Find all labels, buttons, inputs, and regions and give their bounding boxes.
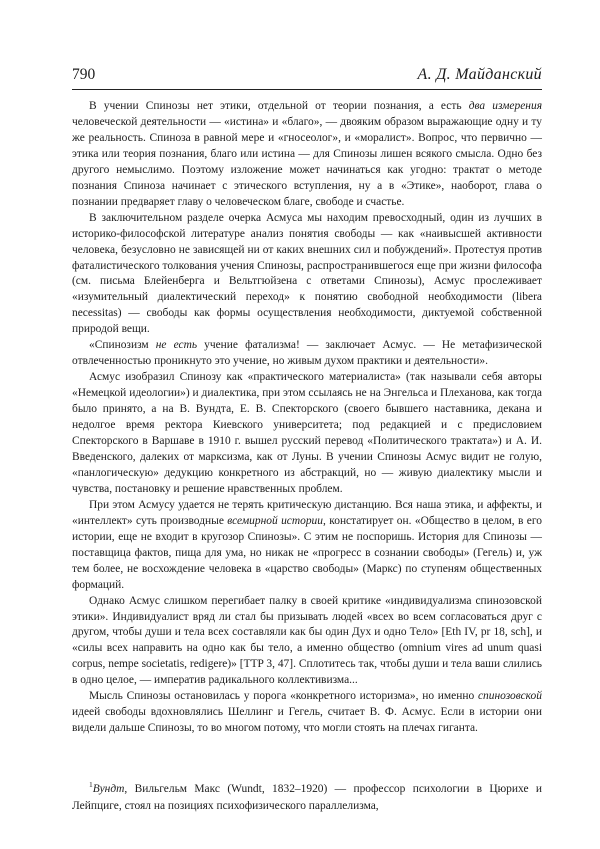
header-rule [72, 89, 542, 90]
italic-emphasis: спинозовской [477, 690, 542, 703]
page-number: 790 [72, 66, 96, 83]
paragraph [72, 338, 542, 370]
footnote-text [72, 781, 542, 814]
italic-emphasis: не есть [155, 339, 198, 352]
paragraph-text: Однако Асмус слишком перегибает палку в своей критике «индивидуализма спинозовской этики». Индивидуалист вряд ли стал бы призывать людей «всех во всем согласоваться друг с другом, чтобы души и тела всех составляли как бы один Дух и одно Тело» [Eth IV, pr 18, sch], и «силы всех направить на одно как бы тело, а именно общество (omnium vires ad unum quasi corpus, nempe societatis, redigere)» [TTP 3, 47]. Сплотитесь так, чтобы души и тела ваши слились в одно целое, — императив радикального коллективизма... [72, 594, 542, 687]
paragraph-text: учение фатализма! — заключает Асмус. — Не метафизической отвлеченностью проникнуто это учение, но живым духом практики и деятельности». [72, 339, 542, 368]
paragraph [72, 211, 542, 339]
paragraph-text: При этом Асмусу удается не терять критическую дистанцию. Вся наша этика, и аффекты, и «интеллект» суть производные [72, 498, 542, 527]
main-text [72, 99, 542, 737]
footnote-name: Вундт [92, 783, 125, 795]
running-header [72, 66, 542, 86]
footnote-mark: 1 [89, 780, 93, 790]
paragraph [72, 370, 542, 498]
footnote [72, 781, 542, 814]
footnote-body: , Вильгельм Макс (Wundt, 1832–1920) — профессор психологии в Цюрихе и Лейпциге, стоял на позициях психофизического параллелизма, [72, 783, 542, 812]
paragraph-text: , констатирует он. «Общество в целом, в его истории, еще не входит в кругозор Спинозы». С этим не поспоришь. История для Спинозы — поставщица фактов, пища для ума, но никак не «прогресс в сознании свободы» (Гегель) и, уж тем более, не восхождение человека в «царство свободы» (Маркс) по ступеням общественных формаций. [72, 514, 542, 591]
paragraph-text: идеей свободы вдохновлялись Шеллинг и Гегель, считает В. Ф. Асмус. Если в истории они видели дальше Спинозы, то во многом потому, что могли стоять на плечах гиганта. [72, 706, 542, 735]
paragraph-text: В учении Спинозы нет этики, отдельной от теории познания, а есть [89, 100, 469, 112]
paragraph-text: В заключительном разделе очерка Асмуса мы находим превосходный, один из лучших в историко-философской литературе анализ понятия свободы — как «наивысшей активности человека, безусловно не зависящей ни от каких внешних сил и побуждений». Протестуя против фаталистического толкования учения Спинозы, распространившегося еще при жизни философа (см. письма Блейенберга и Вельтгюйзена с ответами Спинозы), Асмус прослеживает «изумительный диалектический переход» к понятию свободной необходимости (libera necessitas) — свободы как формы осуществления необходимости, диктуемой собственной природой вещи. [72, 211, 542, 336]
paragraph [72, 594, 542, 690]
paragraph-text: Мысль Спинозы остановилась у порога «конкретного историзма», но именно [89, 690, 478, 703]
running-head-author: А. Д. Майданский [417, 66, 542, 83]
italic-emphasis: два измерения [468, 100, 543, 112]
paragraph [72, 99, 542, 211]
paragraph-text: Асмус изобразил Спинозу как «практического материалиста» (так называли себя авторы «Немецкой идеологии») и диалектика, при этом ссылаясь не на Энгельса и Плеханова, как тогда было принято, а на В. Вундта, Е. В. Спекторского (своего бывшего наставника, декана и недолгое время ректора Киевского университета; под редакцией и с предисловием Спекторского в Варшаве в 1910 г. вышел русский перевод «Политического трактата») и А. И. Введенского, далеких от марксизма, как от Луны. В учении Спинозы Асмус видит не голую, «панлогическую» дедукцию конкретного из абстракций, но — живую диалектику мысли и чувства, постановку и решение нравственных проблем. [72, 371, 542, 495]
paragraph-text: человеческой деятельности — «истина» и «благо», — двояким образом выражающие одну и ту же реальность. Спиноза в равной мере и «гносеолог», и «моралист». Вопрос, что первично — этика или теория познания, благо или истина — для Спинозы лишен всякого смысла. Одно без другого немыслимо. Поэтому изложение может начинаться как угодно: трактат о методе познания Спиноза начинает с этического вступления, ну а в «Этике», наоборот, глава о познании предваряет главу о человеческом благе, свободе и счастье. [72, 115, 542, 208]
paragraph [72, 498, 542, 594]
paragraph-text: «Спинозизм [89, 339, 156, 352]
paragraph [72, 689, 542, 737]
italic-emphasis: всемирной истории [227, 514, 323, 527]
